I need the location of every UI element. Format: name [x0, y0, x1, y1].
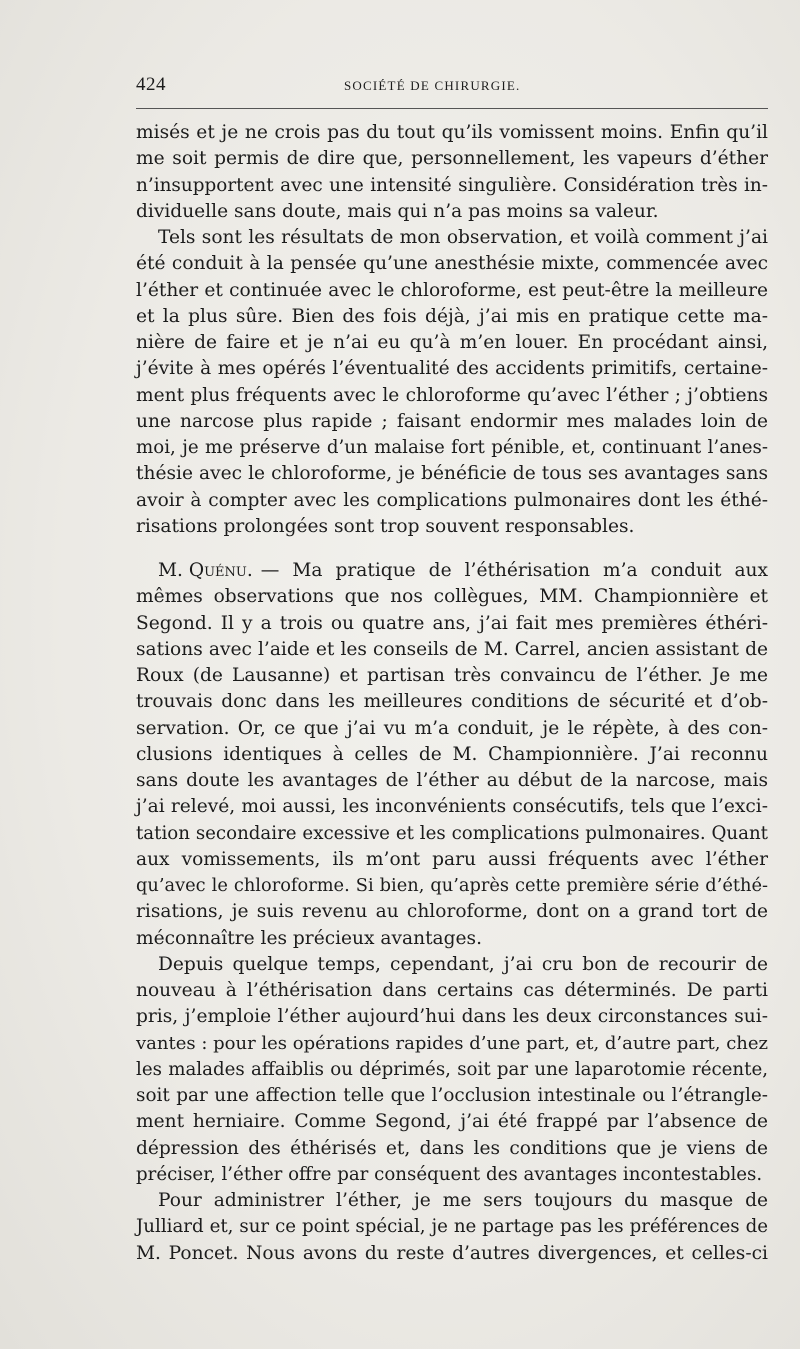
paragraph-3	[136, 558, 768, 952]
text-line: qu’avec le chloroforme. Si bien, qu’après cette première série d’éthé-	[136, 875, 768, 896]
text-line: avoir à compter avec les complications pulmonaires dont les éthé-	[136, 489, 768, 511]
text-line: j’ai relevé, moi aussi, les inconvénients consécutifs, tels que l’exci-	[136, 796, 768, 818]
text-line: n’insupportent avec une intensité singulière. Considération très in-	[136, 174, 768, 196]
text-line: tation secondaire excessive et les complications pulmonaires. Quant	[136, 822, 768, 844]
text-line: pris, j’emploie l’éther aujourd’hui dans les deux circonstances sui-	[136, 1006, 768, 1028]
text-line: moi, je me préserve d’un malaise fort pénible, et, continuant l’anes-	[136, 437, 768, 458]
text-line: trouvais donc dans les meilleures conditions de sécurité et d’ob-	[136, 691, 768, 713]
text-line: sations avec l’aide et les conseils de M. Carrel, ancien assistant de	[136, 638, 768, 660]
text-line: me soit permis de dire que, personnellement, les vapeurs d’éther	[136, 148, 768, 170]
speaker-line	[136, 558, 768, 584]
text-line: dépression des éthérisés et, dans les conditions que je viens de	[136, 1137, 768, 1159]
text-line: clusions identiques à celles de M. Championnière. J’ai reconnu	[136, 743, 768, 765]
text-line: été conduit à la pensée qu’une anesthésie mixte, commencée avec	[136, 253, 768, 275]
header-rule	[136, 108, 768, 109]
text-line: M. Poncet. Nous avons du reste d’autres divergences, et celles-ci	[136, 1242, 768, 1264]
text-line: aux vomissements, ils m’ont paru aussi fréquents avec l’éther	[136, 848, 768, 870]
text-line: soit par une affection telle que l’occlusion intestinale ou l’étrangle-	[136, 1085, 768, 1106]
text-line: préciser, l’éther offre par conséquent des avantages incontestables.	[136, 1163, 763, 1185]
text-line: sans doute les avantages de l’éther au début de la narcose, mais	[136, 770, 768, 791]
text-line: ment herniaire. Comme Segond, j’ai été frappé par l’absence de	[136, 1111, 768, 1133]
text-line: vantes : pour les opérations rapides d’une part, et, d’autre part, chez	[136, 1032, 769, 1054]
text-line: nouveau à l’éthérisation dans certains cas déterminés. De parti	[136, 980, 768, 1001]
body-text	[136, 120, 768, 1267]
running-head	[136, 74, 768, 98]
section-gap	[136, 540, 768, 558]
text-line: et la plus sûre. Bien des fois déjà, j’ai mis en pratique cette ma-	[136, 305, 768, 327]
running-title: SOCIÉTÉ DE CHIRURGIE.	[344, 78, 521, 93]
text-line: une narcose plus rapide ; faisant endormir mes malades loin de	[136, 410, 768, 432]
paragraph-1	[136, 120, 768, 225]
text-line: risations prolongées sont trop souvent responsables.	[136, 515, 635, 537]
text-line: dividuelle sans doute, mais qui n’a pas moins sa valeur.	[136, 200, 659, 222]
text-line: — Ma pratique de l’éthérisation m’a conduit aux	[260, 560, 768, 581]
text-line: servation. Or, ce que j’ai vu m’a conduit, je le répète, à des con-	[136, 717, 768, 739]
text-line: ment plus fréquents avec le chloroforme qu’avec l’éther ; j’obtiens	[136, 384, 768, 406]
text-line: mêmes observations que nos collègues, MM. Championnière et	[136, 586, 768, 608]
text-line: les malades affaiblis ou déprimés, soit par une laparotomie récente,	[136, 1058, 768, 1080]
text-line: méconnaître les précieux avantages.	[136, 927, 482, 949]
text-line: l’éther et continuée avec le chloroforme, est peut-être la meilleure	[136, 279, 768, 301]
text-line: thésie avec le chloroforme, je bénéficie de tous ses avantages sans	[136, 463, 768, 485]
text-line: misés et je ne crois pas du tout qu’ils vomissent moins. Enfin qu’il	[136, 122, 768, 143]
text-line: nière de faire et je n’ai eu qu’à m’en louer. En procédant ainsi,	[136, 332, 768, 353]
text-line: Pour administrer l’éther, je me sers toujours du masque de	[158, 1190, 768, 1211]
text-line: risations, je suis revenu au chloroforme, dont on a grand tort de	[136, 901, 768, 923]
page-number: 424	[136, 74, 166, 95]
paragraph-2	[136, 225, 768, 540]
text-line: Segond. Il y a trois ou quatre ans, j’ai fait mes premières éthéri-	[136, 612, 768, 634]
paragraph-5	[136, 1188, 768, 1267]
paragraph-4	[136, 952, 768, 1188]
text-line: Depuis quelque temps, cependant, j’ai cru bon de recourir de	[158, 953, 768, 975]
text-line: Julliard et, sur ce point spécial, je ne partage pas les préférences de	[136, 1216, 768, 1238]
text-line: Roux (de Lausanne) et partisan très convaincu de l’éther. Je me	[136, 665, 768, 686]
text-line: Tels sont les résultats de mon observation, et voilà comment j’ai	[158, 227, 768, 248]
text-line: j’évite à mes opérés l’éventualité des accidents primitifs, certaine-	[136, 358, 768, 380]
speaker-name: M. Quénu.	[158, 560, 253, 581]
